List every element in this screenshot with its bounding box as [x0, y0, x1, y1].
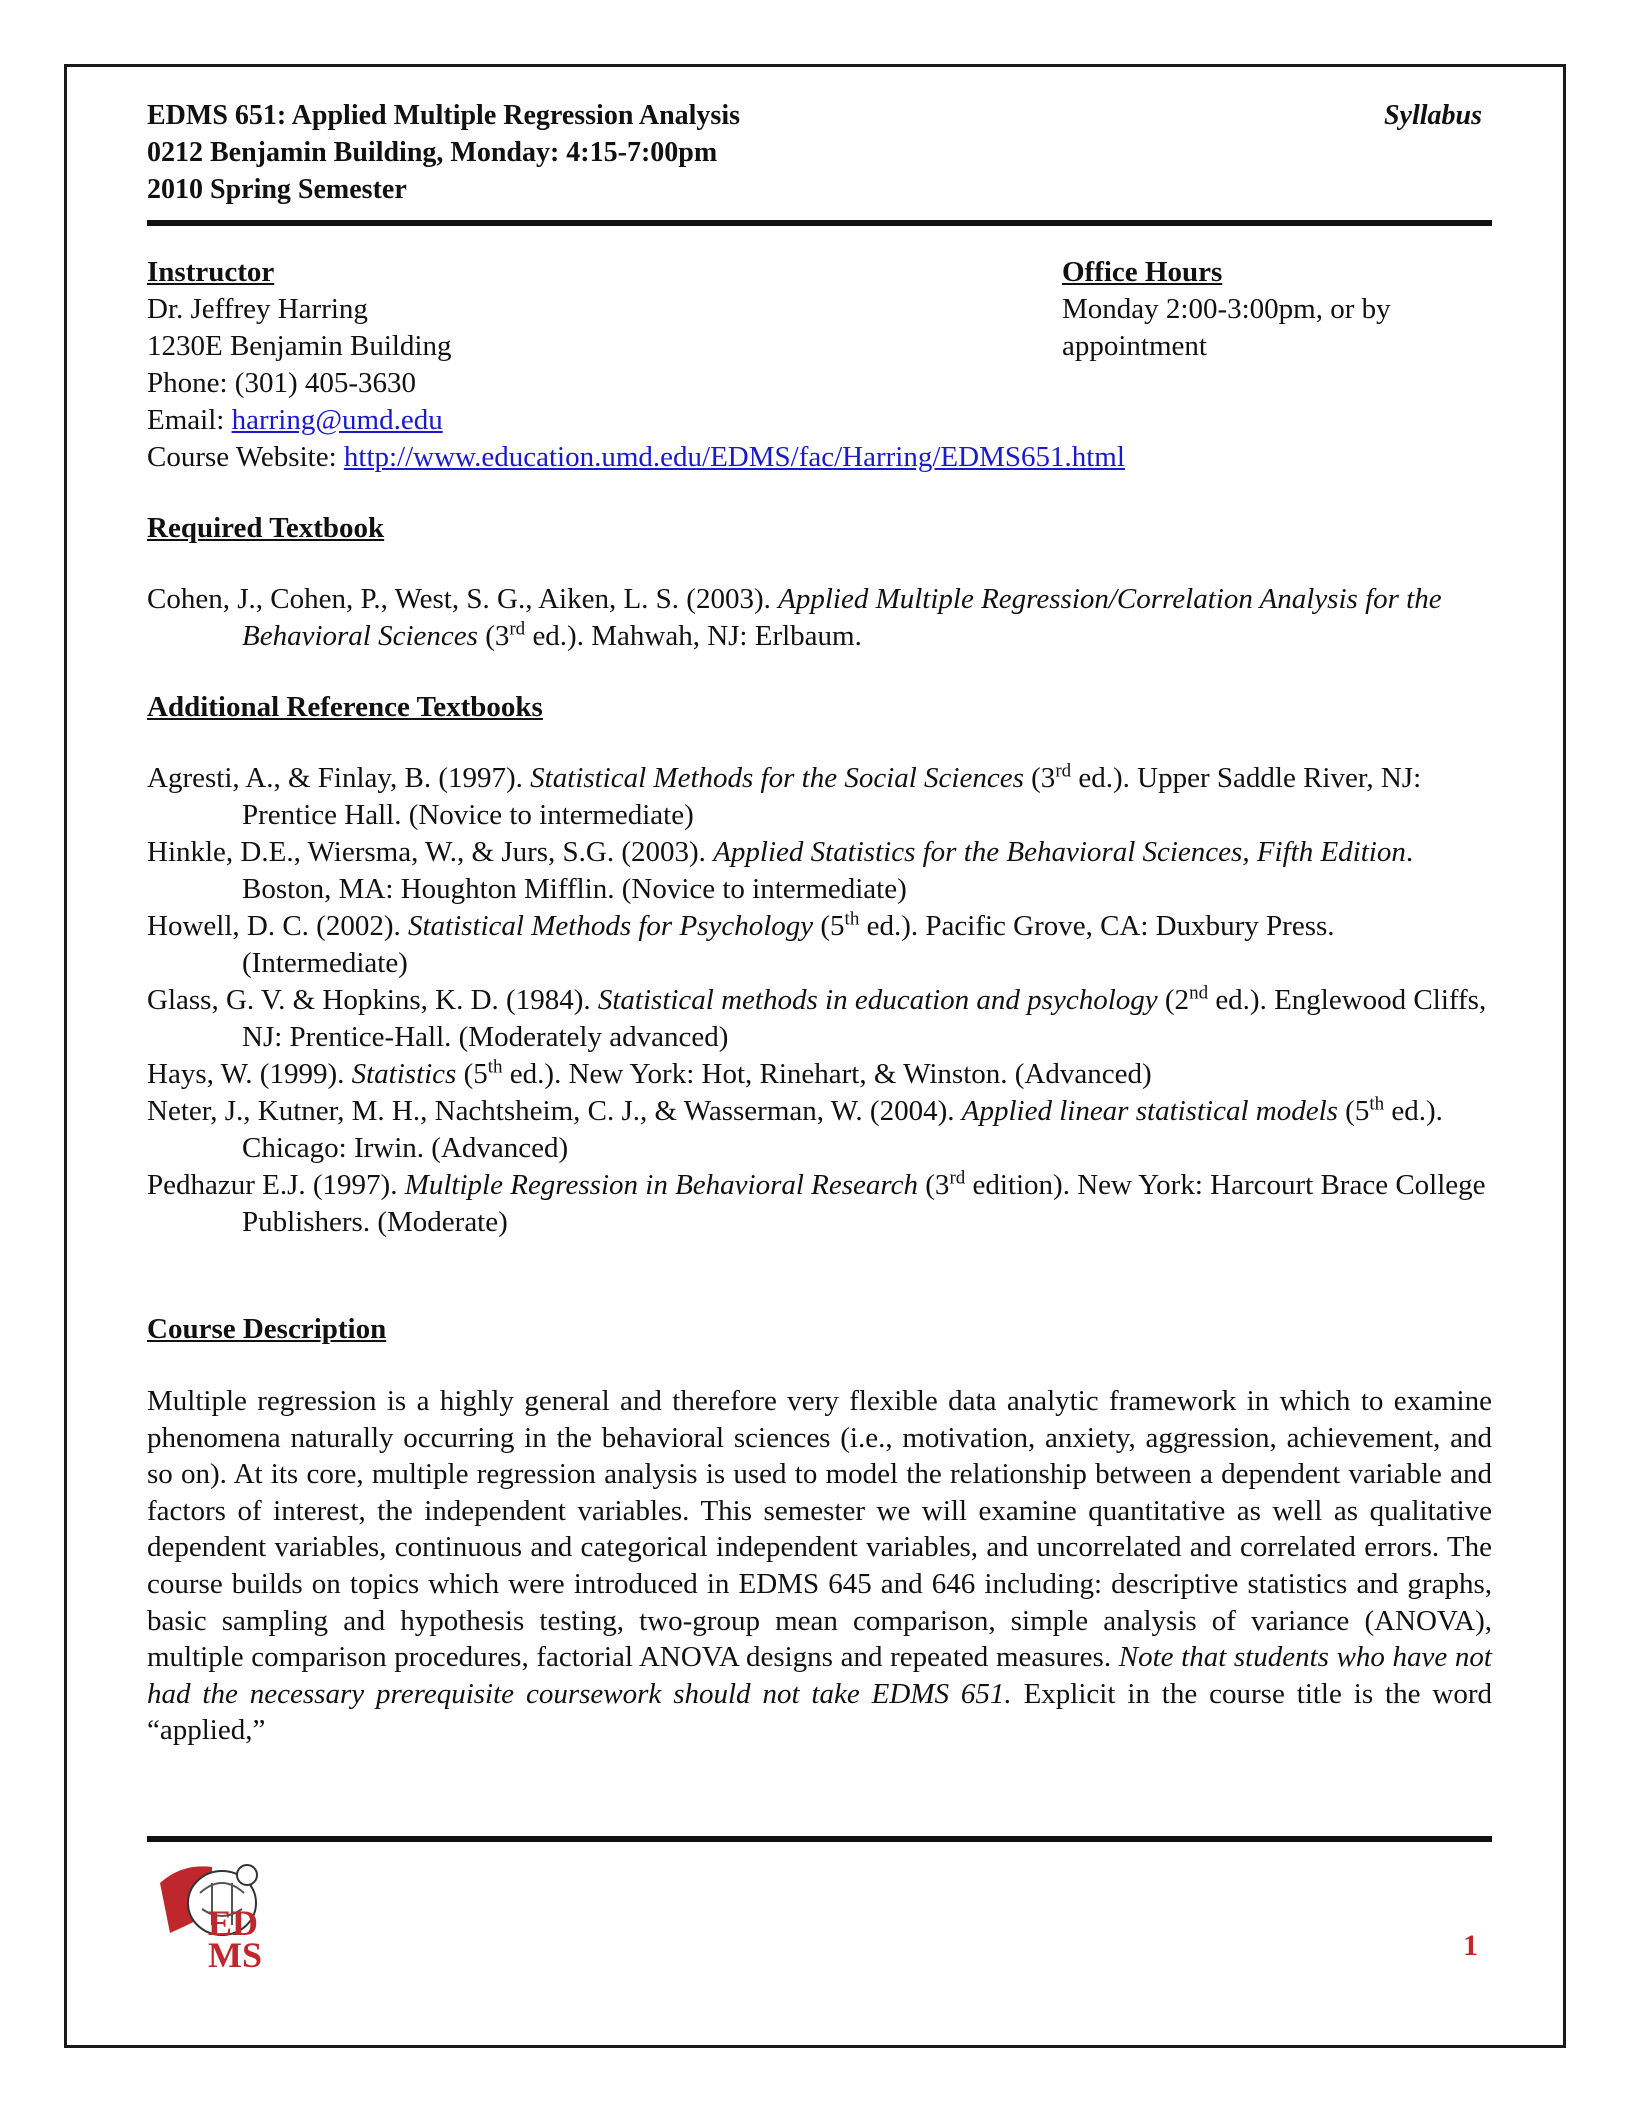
instructor-office: 1230E Benjamin Building	[147, 330, 452, 362]
instructor-block	[147, 254, 1125, 476]
instructor-phone: Phone: (301) 405-3630	[147, 367, 417, 399]
reference-item: Pedhazur E.J. (1997). Multiple Regression in Behavioral Research (3rd edition). New York: Harcourt Brace College Publishers. (Moderate)	[147, 1167, 1486, 1238]
office-hours-line-2: appointment	[1062, 330, 1207, 362]
reference-item: Howell, D. C. (2002). Statistical Methods for Psychology (5th ed.). Pacific Grove, CA: Duxbury Press. (Intermediate)	[147, 908, 1335, 979]
email-label: Email:	[147, 404, 232, 436]
required-textbook-section	[147, 512, 1492, 655]
header-rule	[147, 220, 1492, 226]
reference-item: Neter, J., Kutner, M. H., Nachtsheim, C. J., & Wasserman, W. (2004). Applied linear statistical models (5th ed.). Chicago: Irwin. (Advanced)	[147, 1093, 1443, 1164]
required-textbook-ref: Cohen, J., Cohen, P., West, S. G., Aiken, L. S. (2003). Applied Multiple Regression/Correlation Analysis for the Behavioral Sciences (3rd ed.). Mahwah, NJ: Erlbaum.	[147, 583, 1442, 652]
course-description-section	[147, 1313, 1492, 1749]
additional-textbooks-heading: Additional Reference Textbooks	[147, 691, 543, 723]
office-hours-heading: Office Hours	[1062, 256, 1223, 288]
course-website-link[interactable]: http://www.education.umd.edu/EDMS/fac/Harring/EDMS651.html	[343, 441, 1125, 473]
reference-item: Glass, G. V. & Hopkins, K. D. (1984). Statistical methods in education and psychology (2nd ed.). Englewood Cliffs, NJ: Prentice-Hall. (Moderately advanced)	[147, 982, 1487, 1053]
additional-textbooks-section	[147, 691, 1492, 1241]
course-website-line	[147, 439, 1125, 476]
reference-list	[147, 760, 1492, 1241]
office-hours-line-1: Monday 2:00-3:00pm, or by	[1062, 293, 1391, 325]
instructor-heading: Instructor	[147, 256, 275, 288]
instructor-email-line	[147, 402, 1062, 439]
logo-text-ed: ED	[208, 1903, 259, 1943]
course-header	[147, 97, 1492, 208]
page-content	[147, 97, 1492, 1749]
course-description-heading: Course Description	[147, 1313, 387, 1345]
reference-item: Hays, W. (1999). Statistics (5th ed.). New York: Hot, Rinehart, & Winston. (Advanced)	[147, 1056, 1152, 1090]
reference-item: Hinkle, D.E., Wiersma, W., & Jurs, S.G. (2003). Applied Statistics for the Behavioral Sciences, Fifth Edition. Boston, MA: Houghton Mifflin. (Novice to intermediate)	[147, 836, 1414, 905]
syllabus-page	[64, 64, 1566, 2048]
contact-section	[147, 254, 1492, 476]
doc-type-label: Syllabus	[1383, 100, 1482, 131]
page-number: 1	[1463, 1929, 1478, 1962]
course-title: EDMS 651: Applied Multiple Regression Analysis	[147, 100, 741, 131]
footer-rule	[147, 1836, 1492, 1842]
email-link[interactable]: harring@umd.edu	[231, 404, 443, 436]
website-label: Course Website:	[147, 441, 344, 473]
required-textbook-heading: Required Textbook	[147, 512, 385, 544]
course-semester: 2010 Spring Semester	[147, 174, 407, 205]
reference-item: Agresti, A., & Finlay, B. (1997). Statistical Methods for the Social Sciences (3rd ed.). Upper Saddle River, NJ: Prentice Hall. (Novice to intermediate)	[147, 760, 1422, 831]
edms-logo	[152, 1853, 277, 1971]
course-location: 0212 Benjamin Building, Monday: 4:15-7:00pm	[147, 137, 718, 168]
course-description-text: Multiple regression is a highly general and therefore very flexible data analytic framework in which to examine phenomena naturally occurring in the behavioral sciences (i.e., motivation, anxiety, aggression, achievement, and so on). At its core, multiple regression analysis is used to model the relationship between a dependent variable and factors of interest, the independent variables. This semester we will examine quantitative as well as qualitative dependent variables, continuous and categorical independent variables, and uncorrelated and correlated errors. The course builds on topics which were introduced in EDMS 645 and 646 including: descriptive statistics and graphs, basic sampling and hypothesis testing, two-group mean comparison, simple analysis of variance (ANOVA), multiple comparison procedures, factorial ANOVA designs and repeated measures. Note that students who have not had the necessary prerequisite coursework should not take EDMS 651. Explicit in the course title is the word “applied,”	[147, 1385, 1492, 1747]
instructor-name: Dr. Jeffrey Harring	[147, 293, 368, 325]
office-hours-block	[1062, 254, 1462, 476]
logo-text-ms: MS	[208, 1935, 262, 1971]
